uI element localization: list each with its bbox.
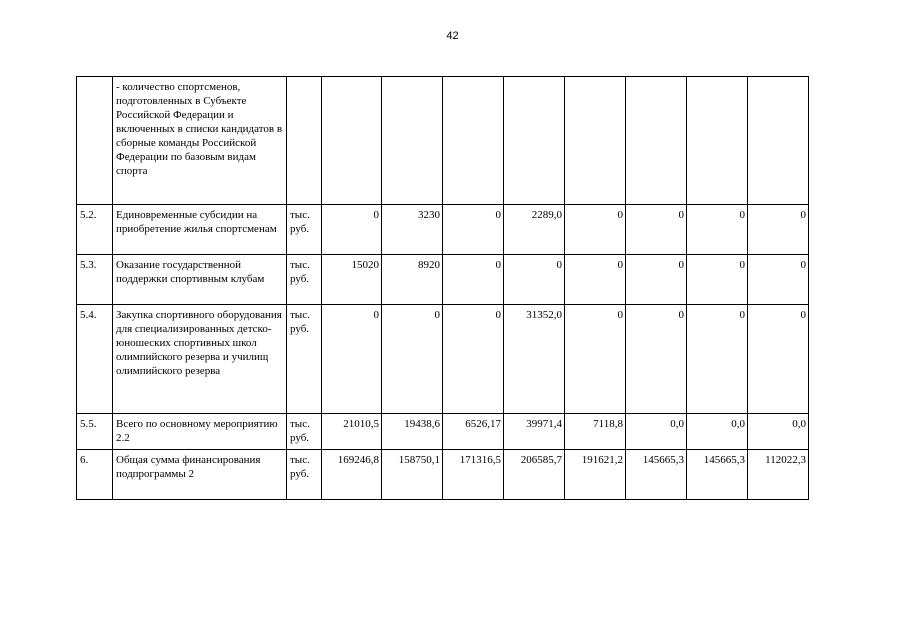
value-cell: 0 [504, 255, 565, 305]
value-cell: 0 [748, 305, 809, 414]
row-unit-cell: тыс. руб. [287, 305, 322, 414]
value-cell: 169246,8 [322, 450, 382, 500]
row-unit-cell [287, 77, 322, 205]
row-number-cell [77, 77, 113, 205]
row-name-cell: Всего по основному мероприятию 2.2 [113, 414, 287, 450]
row-name-cell: - количество спортсменов, подготовленных в Субъекте Российской Федерации и включенных в списки кандидатов в сборные команды Российской Федерации по базовым видам спорта [113, 77, 287, 205]
row-number-cell: 5.2. [77, 205, 113, 255]
value-cell: 145665,3 [626, 450, 687, 500]
value-cell: 0 [748, 255, 809, 305]
value-cell [626, 77, 687, 205]
value-cell [687, 77, 748, 205]
row-unit-cell: тыс. руб. [287, 205, 322, 255]
value-cell: 0 [626, 305, 687, 414]
value-cell: 0 [626, 205, 687, 255]
value-cell: 0,0 [748, 414, 809, 450]
page-number: 42 [446, 30, 459, 42]
value-cell [322, 77, 382, 205]
value-cell: 6526,17 [443, 414, 504, 450]
value-cell: 112022,3 [748, 450, 809, 500]
value-cell: 0 [322, 305, 382, 414]
row-number-cell: 6. [77, 450, 113, 500]
table-row [77, 255, 809, 305]
value-cell: 0 [443, 255, 504, 305]
table-row [77, 450, 809, 500]
value-cell [565, 77, 626, 205]
row-unit-cell: тыс. руб. [287, 450, 322, 500]
value-cell: 0 [443, 305, 504, 414]
row-name-cell: Единовременные субсидии на приобретение жилья спортсменам [113, 205, 287, 255]
value-cell: 3230 [382, 205, 443, 255]
row-number-cell: 5.3. [77, 255, 113, 305]
value-cell: 191621,2 [565, 450, 626, 500]
value-cell: 0 [626, 255, 687, 305]
value-cell [382, 77, 443, 205]
value-cell: 0 [748, 205, 809, 255]
value-cell: 0 [565, 205, 626, 255]
value-cell: 0 [687, 305, 748, 414]
value-cell: 2289,0 [504, 205, 565, 255]
value-cell: 31352,0 [504, 305, 565, 414]
value-cell: 145665,3 [687, 450, 748, 500]
row-name-cell: Общая сумма финансирования подпрограммы 2 [113, 450, 287, 500]
table-row [77, 414, 809, 450]
value-cell: 0,0 [687, 414, 748, 450]
value-cell: 0 [565, 305, 626, 414]
table-row [77, 205, 809, 255]
table-row [77, 77, 809, 205]
value-cell: 158750,1 [382, 450, 443, 500]
row-name-cell: Закупка спортивного оборудования для специализированных детско-юношеских спортивных школ олимпийского резерва и училищ олимпийского резерва [113, 305, 287, 414]
value-cell: 206585,7 [504, 450, 565, 500]
value-cell: 0 [687, 205, 748, 255]
value-cell [748, 77, 809, 205]
value-cell: 8920 [382, 255, 443, 305]
value-cell: 7118,8 [565, 414, 626, 450]
row-name-cell: Оказание государственной поддержки спортивным клубам [113, 255, 287, 305]
value-cell [504, 77, 565, 205]
value-cell [443, 77, 504, 205]
value-cell: 0 [322, 205, 382, 255]
value-cell: 0 [687, 255, 748, 305]
row-number-cell: 5.5. [77, 414, 113, 450]
value-cell: 15020 [322, 255, 382, 305]
value-cell: 19438,6 [382, 414, 443, 450]
value-cell: 21010,5 [322, 414, 382, 450]
value-cell: 0 [382, 305, 443, 414]
financing-table [76, 76, 809, 500]
table-row [77, 305, 809, 414]
value-cell: 171316,5 [443, 450, 504, 500]
value-cell: 0 [565, 255, 626, 305]
row-unit-cell: тыс. руб. [287, 255, 322, 305]
value-cell: 0,0 [626, 414, 687, 450]
value-cell: 0 [443, 205, 504, 255]
value-cell: 39971,4 [504, 414, 565, 450]
row-unit-cell: тыс. руб. [287, 414, 322, 450]
row-number-cell: 5.4. [77, 305, 113, 414]
